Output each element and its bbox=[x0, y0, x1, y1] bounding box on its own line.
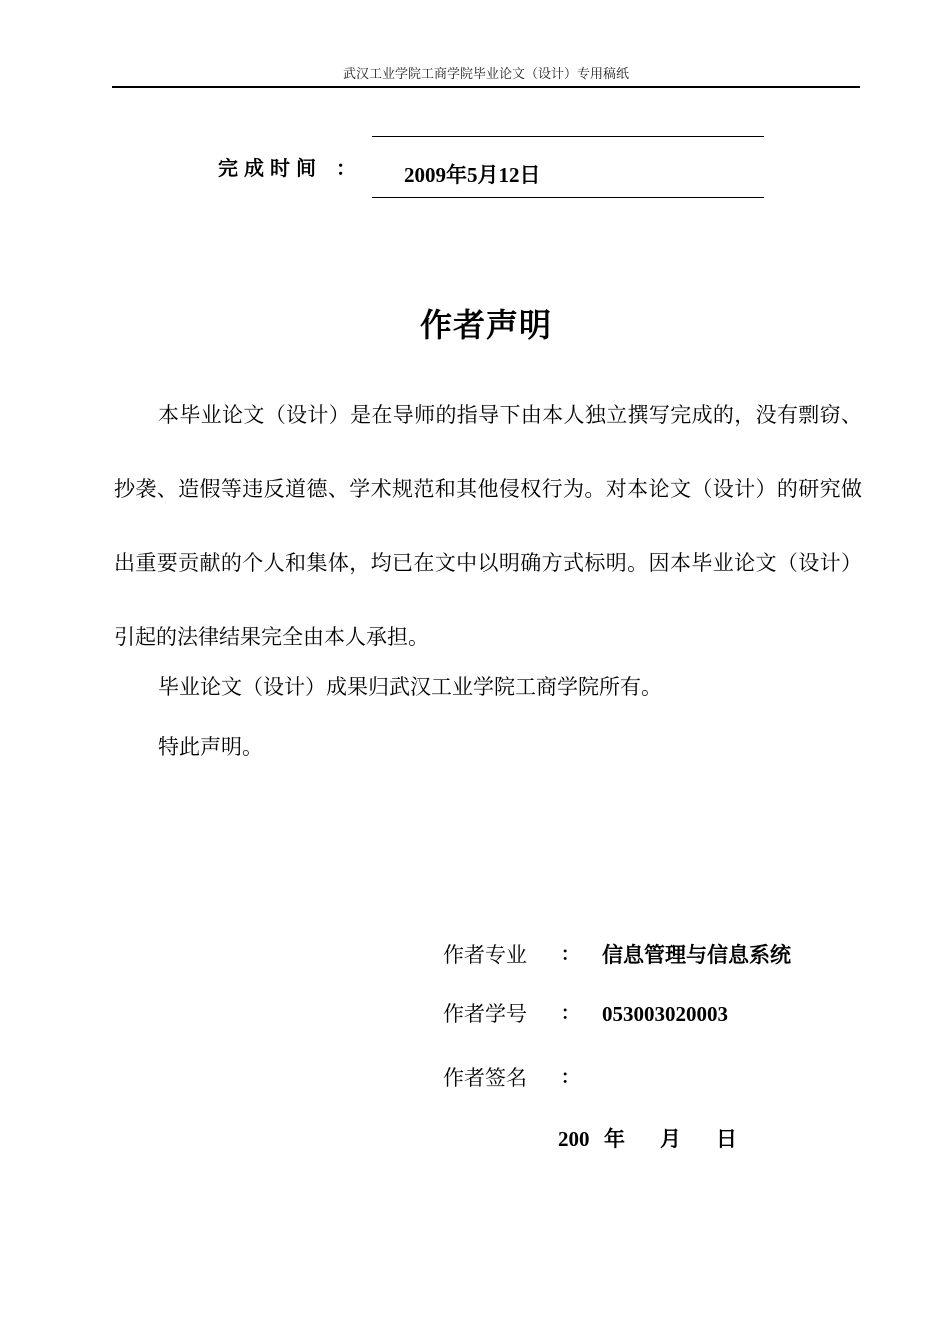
completion-time-field bbox=[372, 136, 764, 198]
author-signature-colon: ： bbox=[561, 1067, 579, 1088]
signature-date-month-unit: 月 bbox=[660, 1126, 681, 1151]
declaration-title: 作者声明 bbox=[419, 306, 552, 344]
completion-time-colon: ： bbox=[336, 156, 356, 180]
author-major-colon: ： bbox=[561, 944, 579, 965]
page-header: 武汉工业学院工商学院毕业论文（设计）专用稿纸 bbox=[112, 64, 860, 88]
signature-date-day-unit: 日 bbox=[716, 1126, 737, 1151]
signature-date-year: 200 bbox=[558, 1127, 590, 1151]
declaration-paragraph-ownership: 毕业论文（设计）成果归武汉工业学院工商学院所有。 bbox=[158, 675, 662, 699]
author-major-value: 信息管理与信息系统 bbox=[602, 942, 791, 967]
signature-date-year-unit: 年 bbox=[604, 1126, 625, 1151]
author-major-label: 作者专业 bbox=[443, 943, 527, 967]
completion-time-label: 完成时间 bbox=[218, 156, 322, 180]
author-signature-label: 作者签名 bbox=[443, 1066, 527, 1090]
author-id-colon: ： bbox=[561, 1003, 579, 1024]
completion-time-row bbox=[218, 136, 778, 198]
author-id-label: 作者学号 bbox=[443, 1002, 527, 1026]
declaration-paragraph-closing: 特此声明。 bbox=[158, 735, 263, 759]
completion-time-value: 2009年5月12日 bbox=[404, 163, 541, 187]
author-id-value: 053003020003 bbox=[602, 1002, 728, 1026]
declaration-paragraph-main: 本毕业论文（设计）是在导师的指导下由本人独立撰写完成的，没有剽窃、抄袭、造假等违反道德、学术规范和其他侵权行为。对本论文（设计）的研究做出重要贡献的个人和集体，均已在文中以明确方式标明。因本毕业论文（设计）引起的法律结果完全由本人承担。 bbox=[114, 403, 862, 649]
